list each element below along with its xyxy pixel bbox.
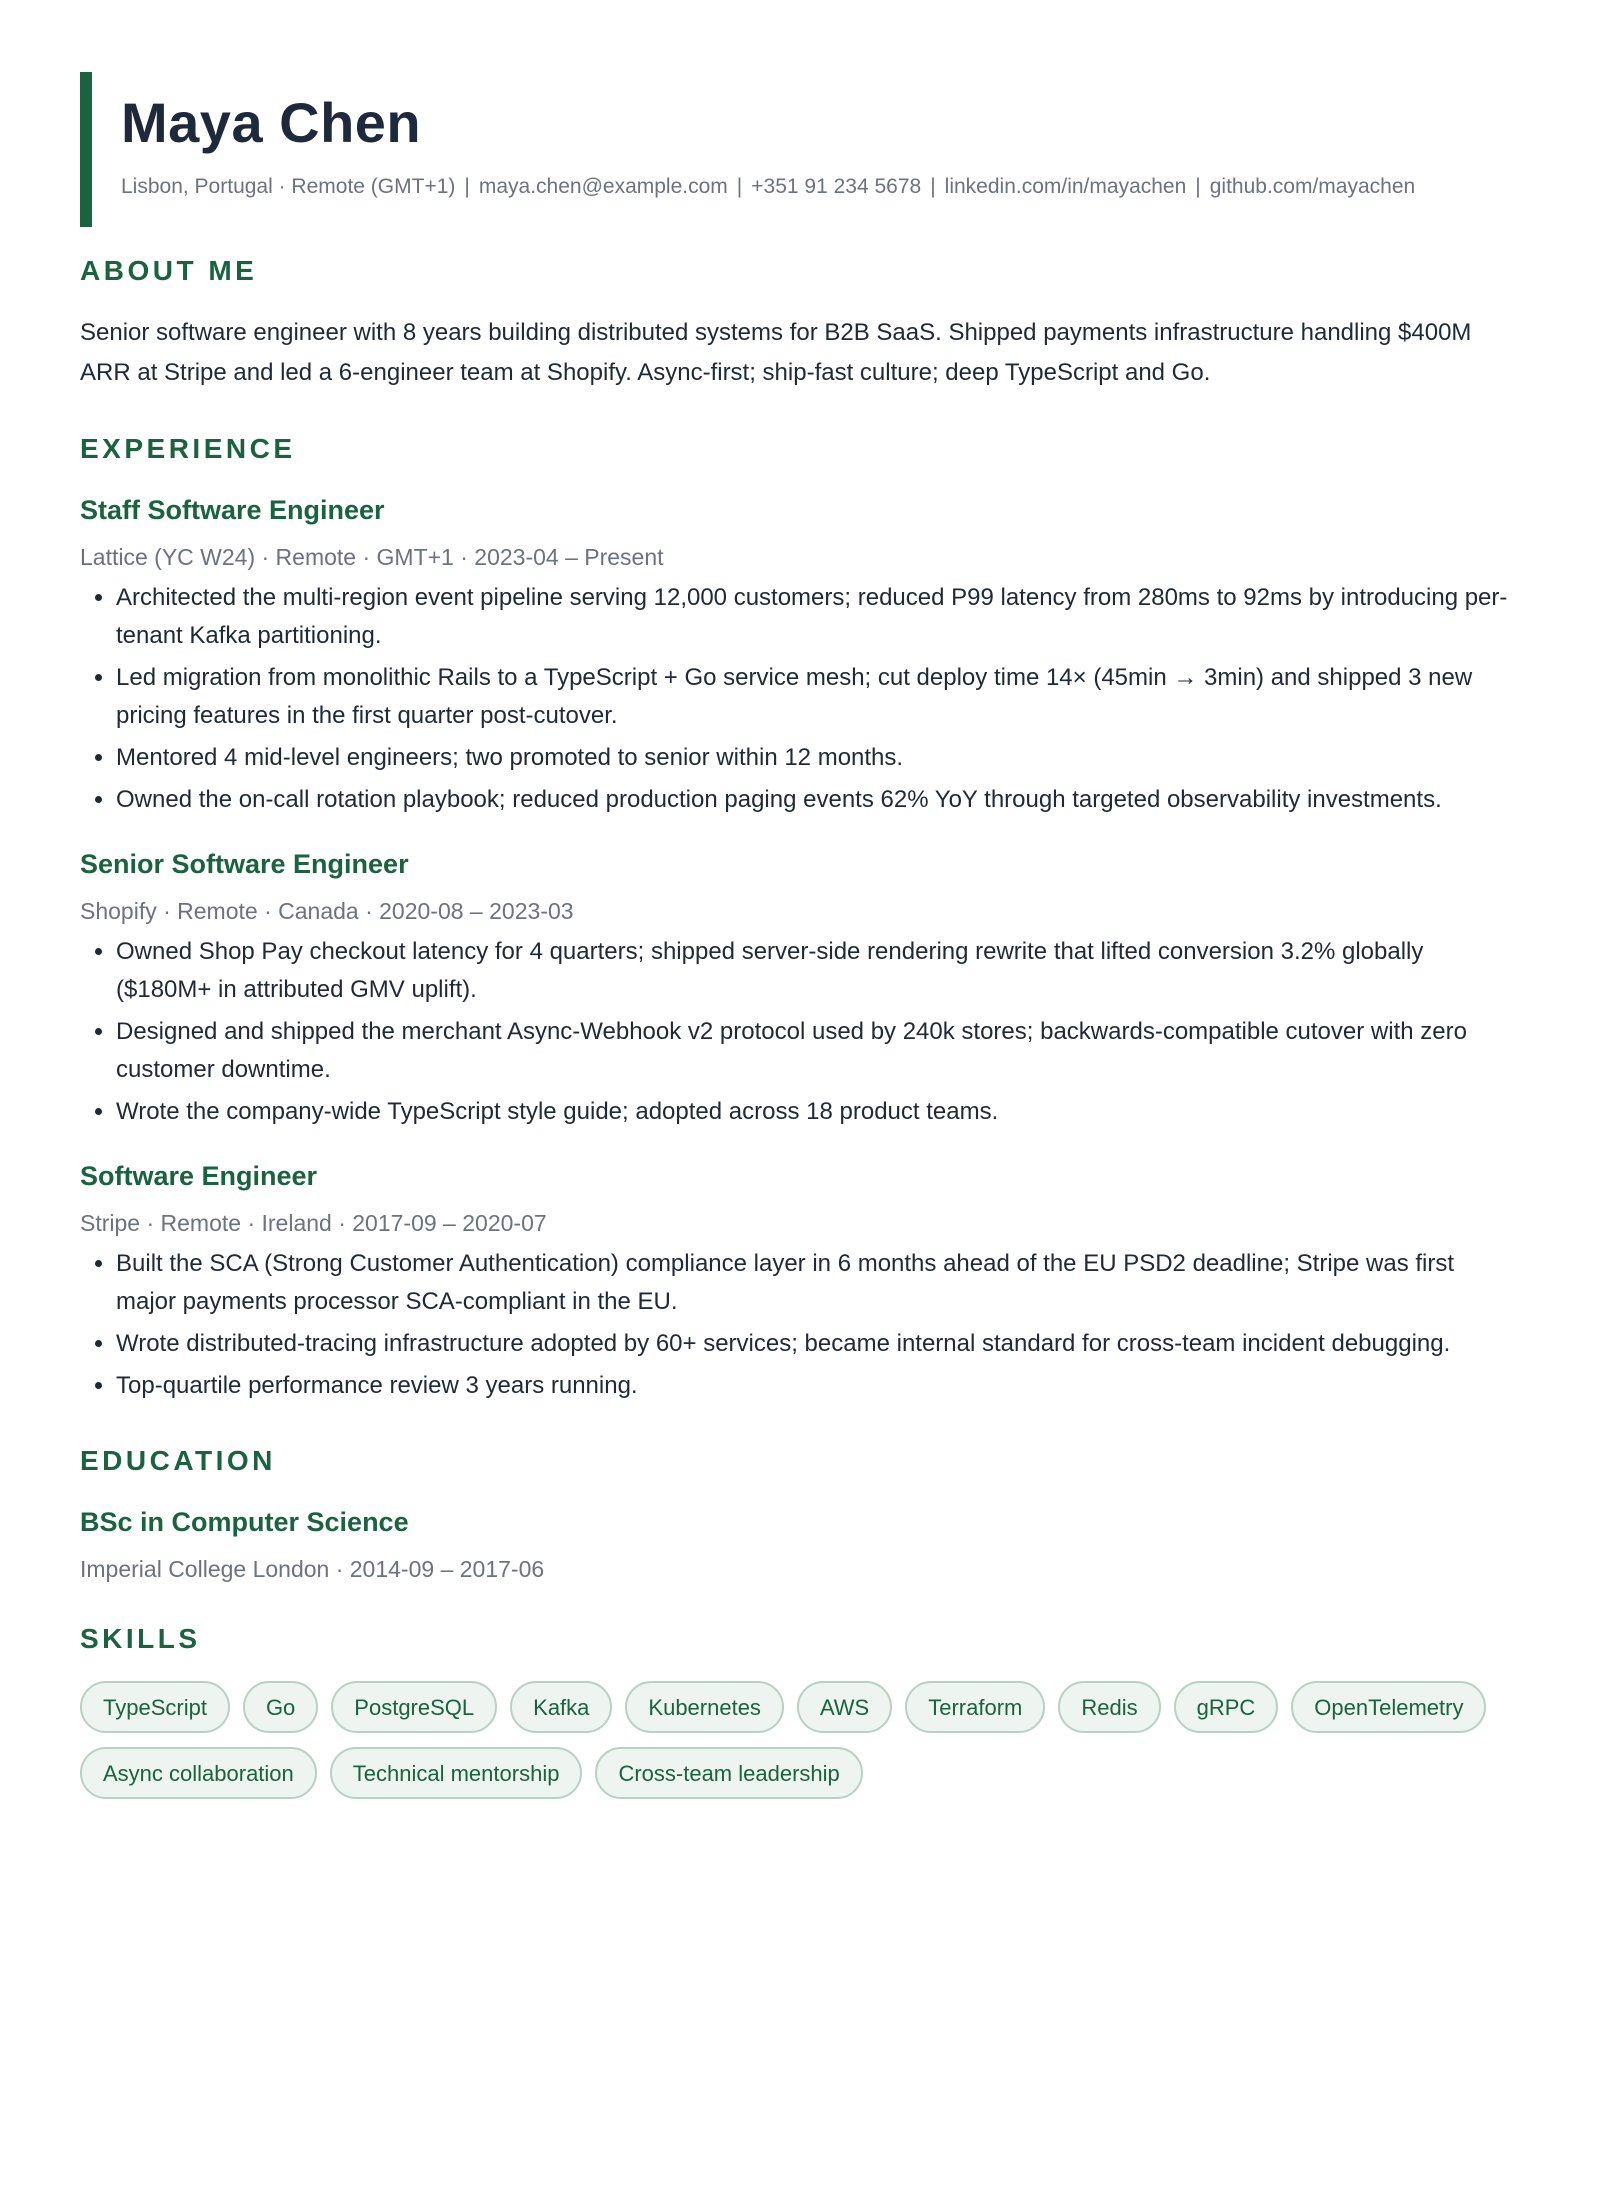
skill-chip: Async collaboration bbox=[80, 1747, 317, 1799]
job-bullet: • Built the SCA (Strong Customer Authentication) compliance layer in 6 months ahead of the EU PSD2 deadline; Stripe was first major payments processor SCA-compliant in the EU. bbox=[116, 1245, 1520, 1321]
job-bullet-list bbox=[80, 579, 1520, 819]
skill-chip: Terraform bbox=[905, 1681, 1045, 1733]
job-entry bbox=[80, 849, 1520, 1131]
job-bullet-list bbox=[80, 933, 1520, 1131]
job-meta: Shopify · Remote · Canada · 2020-08 – 2023-03 bbox=[80, 897, 574, 924]
resume-header bbox=[80, 72, 1520, 227]
job-meta: Lattice (YC W24) · Remote · GMT+1 · 2023-04 – Present bbox=[80, 543, 664, 570]
education-section bbox=[80, 1445, 1520, 1583]
skill-chip: Kafka bbox=[510, 1681, 612, 1733]
about-heading: ABOUT ME bbox=[80, 254, 258, 286]
experience-section bbox=[80, 433, 1520, 1405]
job-bullet: • Owned the on-call rotation playbook; reduced production paging events 62% YoY through targeted observability investments. bbox=[116, 781, 1520, 819]
contact-phone[interactable]: +351 91 234 5678 bbox=[751, 174, 922, 198]
job-bullet: • Architected the multi-region event pipeline serving 12,000 customers; reduced P99 latency from 280ms to 92ms by introducing per-tenant Kafka partitioning. bbox=[116, 579, 1520, 655]
education-heading: EDUCATION bbox=[80, 1444, 276, 1476]
about-section bbox=[80, 255, 1520, 393]
job-title: Senior Software Engineer bbox=[80, 848, 409, 879]
job-meta: Stripe · Remote · Ireland · 2017-09 – 2020-07 bbox=[80, 1209, 547, 1236]
job-bullet-list bbox=[80, 1245, 1520, 1405]
skill-chip: Technical mentorship bbox=[330, 1747, 583, 1799]
skill-chip: Kubernetes bbox=[625, 1681, 784, 1733]
job-entry bbox=[80, 495, 1520, 819]
degree-title: BSc in Computer Science bbox=[80, 1506, 409, 1537]
skill-chip: OpenTelemetry bbox=[1291, 1681, 1486, 1733]
skill-chip: Cross-team leadership bbox=[595, 1747, 862, 1799]
job-bullet: • Designed and shipped the merchant Async-Webhook v2 protocol used by 240k stores; backwards-compatible cutover with zero customer downtime. bbox=[116, 1013, 1520, 1089]
job-bullet: • Led migration from monolithic Rails to a TypeScript + Go service mesh; cut deploy time 14× (45min → 3min) and shipped 3 new pricing features in the first quarter post-cutover. bbox=[116, 659, 1520, 735]
skill-chip: Go bbox=[243, 1681, 318, 1733]
skill-chip: PostgreSQL bbox=[331, 1681, 497, 1733]
contact-separator: | bbox=[1195, 174, 1201, 198]
job-list bbox=[80, 495, 1520, 1405]
skills-section bbox=[80, 1623, 1520, 1799]
job-bullet: • Mentored 4 mid-level engineers; two promoted to senior within 12 months. bbox=[116, 739, 1520, 777]
contact-github[interactable]: github.com/mayachen bbox=[1209, 174, 1416, 198]
contact-separator: | bbox=[930, 174, 936, 198]
skill-chip: AWS bbox=[797, 1681, 892, 1733]
about-summary: Senior software engineer with 8 years building distributed systems for B2B SaaS. Shipped payments infrastructure handling $400M ARR at Stripe and led a 6-engineer team at Shopify. Async-first; ship-fast culture; deep TypeScript and Go. bbox=[80, 318, 1472, 386]
contact-separator: | bbox=[736, 174, 743, 198]
job-title: Staff Software Engineer bbox=[80, 494, 385, 525]
job-entry bbox=[80, 1161, 1520, 1405]
job-bullet: • Wrote distributed-tracing infrastructure adopted by 60+ services; became internal standard for cross-team incident debugging. bbox=[116, 1325, 1520, 1363]
job-title: Software Engineer bbox=[80, 1160, 318, 1191]
job-bullet: • Owned Shop Pay checkout latency for 4 quarters; shipped server-side rendering rewrite that lifted conversion 3.2% globally ($180M+ in attributed GMV uplift). bbox=[116, 933, 1520, 1009]
skills-heading: SKILLS bbox=[80, 1622, 201, 1654]
contact-line bbox=[121, 175, 1520, 199]
skill-chip: Redis bbox=[1058, 1681, 1160, 1733]
skill-chip: TypeScript bbox=[80, 1681, 230, 1733]
experience-heading: EXPERIENCE bbox=[80, 432, 296, 464]
job-bullet: • Top-quartile performance review 3 years running. bbox=[116, 1367, 1520, 1405]
education-meta: Imperial College London · 2014-09 – 2017-06 bbox=[80, 1555, 545, 1582]
contact-location: Lisbon, Portugal · Remote (GMT+1) bbox=[121, 174, 456, 198]
candidate-name: Maya Chen bbox=[121, 91, 422, 154]
contact-linkedin[interactable]: linkedin.com/in/mayachen bbox=[944, 174, 1187, 198]
contact-separator: | bbox=[464, 174, 470, 198]
job-bullet: • Wrote the company-wide TypeScript style guide; adopted across 18 product teams. bbox=[116, 1093, 1520, 1131]
contact-email[interactable]: maya.chen@example.com bbox=[478, 174, 728, 198]
skill-chip: gRPC bbox=[1174, 1681, 1279, 1733]
skills-chip-list bbox=[80, 1681, 1540, 1799]
